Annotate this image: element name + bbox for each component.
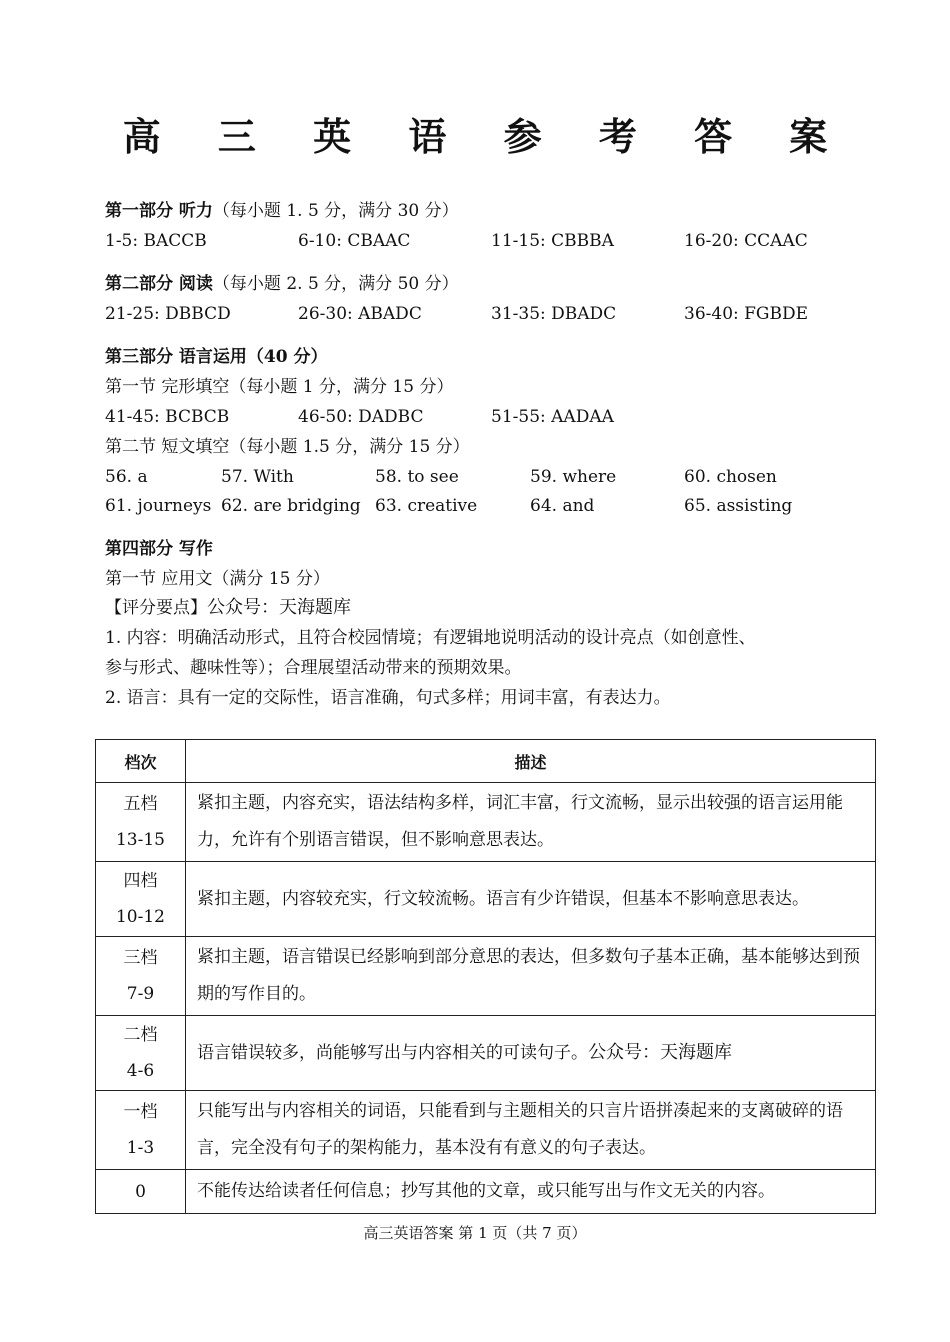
scoring-point-1b: 参与形式、趣味性等）；合理展望活动带来的预期效果。 — [105, 658, 522, 678]
part2-answer: 31-35: DBADC — [491, 304, 617, 324]
fill-answer: 65. assisting — [684, 496, 793, 516]
part3-section1-heading: 第一节 完形填空（每小题 1 分，满分 15 分） — [105, 377, 454, 397]
header-description: 描述 — [186, 740, 876, 783]
cloze-answer: 46-50: DADBC — [298, 407, 424, 427]
watermark-text: 公众号：天海题库 — [588, 1042, 732, 1063]
fill-answer: 62. are bridging — [221, 496, 361, 516]
fill-answer: 60. chosen — [684, 467, 777, 487]
part2-note: （每小题 2. 5 分，满分 50 分） — [212, 274, 459, 294]
level-score: 0 — [135, 1181, 146, 1202]
table-row — [96, 1091, 876, 1170]
table-row — [96, 783, 876, 862]
level-cell — [96, 1170, 186, 1214]
table-header-row — [96, 740, 876, 783]
part2-answer: 36-40: FGBDE — [684, 304, 809, 324]
level-score: 10-12 — [115, 907, 165, 927]
level-score: 13-15 — [115, 830, 165, 850]
fill-answer: 63. creative — [375, 496, 478, 516]
table-row — [96, 937, 876, 1016]
part2-heading: 第二部分 阅读 — [105, 274, 213, 294]
part1-answer: 1-5: BACCB — [105, 231, 207, 251]
fill-answer: 56. a — [105, 467, 148, 487]
level-cell — [96, 937, 186, 1016]
page-footer: 高三英语答案 第 1 页（共 7 页） — [363, 1224, 587, 1242]
level-name: 三档 — [123, 948, 158, 968]
part2-heading-line — [105, 273, 459, 295]
header-level: 档次 — [96, 740, 186, 783]
cloze-answer: 51-55: AADAA — [491, 407, 614, 427]
scoring-point-2: 2. 语言：具有一定的交际性，语言准确，句式多样；用词丰富，有表达力。 — [105, 688, 671, 708]
part1-heading: 第一部分 听力 — [105, 201, 213, 221]
level-cell — [96, 783, 186, 862]
level-name: 五档 — [123, 794, 158, 814]
level-cell — [96, 1091, 186, 1170]
description-cell: 紧扣主题，语言错误已经影响到部分意思的表达，但多数句子基本正确，基本能够达到预期的写作目的。 — [186, 937, 876, 1016]
watermark-text: 公众号：天海题库 — [207, 597, 351, 618]
fill-answer: 61. journeys — [105, 496, 212, 516]
fill-answer: 58. to see — [375, 467, 459, 487]
description-cell: 紧扣主题，内容较充实，行文较流畅。语言有少许错误，但基本不影响意思表达。 — [186, 862, 876, 937]
level-name: 一档 — [123, 1102, 158, 1122]
level-cell — [96, 1016, 186, 1091]
part1-answer: 6-10: CBAAC — [298, 231, 411, 251]
part2-answer: 26-30: ABADC — [298, 304, 422, 324]
part3-heading-line — [105, 346, 328, 368]
part4-heading-line — [105, 538, 213, 560]
level-score: 4-6 — [126, 1061, 155, 1081]
part3-heading: 第三部分 语言运用（40 分） — [105, 347, 328, 367]
description-cell — [186, 1016, 876, 1091]
fill-answer: 64. and — [530, 496, 595, 516]
cloze-answer: 41-45: BCBCB — [105, 407, 230, 427]
part1-answer: 16-20: CCAAC — [684, 231, 808, 251]
description-text: 语言错误较多，尚能够写出与内容相关的可读句子。 — [197, 1043, 588, 1063]
level-score: 1-3 — [126, 1138, 155, 1158]
table-row — [96, 1016, 876, 1091]
description-cell: 不能传达给读者任何信息；抄写其他的文章，或只能写出与作文无关的内容。 — [186, 1170, 876, 1214]
level-cell — [96, 862, 186, 937]
part1-answer: 11-15: CBBBA — [491, 231, 614, 251]
fill-answer: 59. where — [530, 467, 617, 487]
fill-answer: 57. With — [221, 467, 294, 487]
level-name: 四档 — [123, 871, 158, 891]
description-cell: 紧扣主题，内容充实，语法结构多样，词汇丰富，行文流畅，显示出较强的语言运用能力，允许有个别语言错误，但不影响意思表达。 — [186, 783, 876, 862]
table-row — [96, 862, 876, 937]
table-row — [96, 1170, 876, 1214]
part4-section1-heading: 第一节 应用文（满分 15 分） — [105, 569, 330, 589]
grading-table — [95, 739, 876, 1214]
part2-answer: 21-25: DBBCD — [105, 304, 231, 324]
part4-heading: 第四部分 写作 — [105, 539, 213, 559]
scoring-label: 【评分要点】 — [105, 598, 207, 618]
level-name: 二档 — [123, 1025, 158, 1045]
part1-note: （每小题 1. 5 分，满分 30 分） — [212, 201, 459, 221]
page-title: 高 三 英 语 参 考 答 案 — [122, 114, 850, 159]
level-score: 7-9 — [126, 984, 155, 1004]
scoring-point-1a: 1. 内容：明确活动形式，且符合校园情境；有逻辑地说明活动的设计亮点（如创意性、 — [105, 628, 756, 648]
part1-heading-line — [105, 200, 459, 222]
description-cell: 只能写出与内容相关的词语，只能看到与主题相关的只言片语拼凑起来的支离破碎的语言，完全没有句子的架构能力，基本没有有意义的句子表达。 — [186, 1091, 876, 1170]
scoring-points-line — [105, 597, 351, 619]
part3-section2-heading: 第二节 短文填空（每小题 1.5 分，满分 15 分） — [105, 437, 470, 457]
